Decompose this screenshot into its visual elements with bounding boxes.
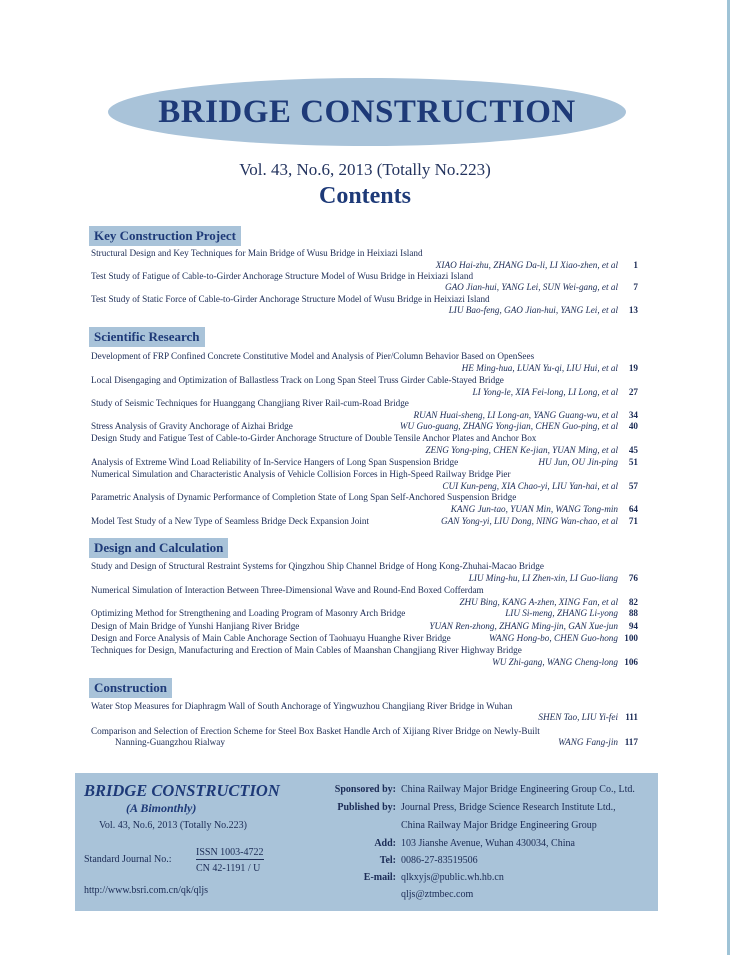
toc-entry-page: 111	[625, 712, 638, 722]
journal-url-link[interactable]: http://www.bsri.com.cn/qk/qljs	[84, 885, 209, 896]
toc-entry-authors: ZHU Bing, KANG A-zhen, XING Fan, et al	[459, 597, 618, 607]
section-heading-design-and-calculation: Design and Calculation	[89, 538, 228, 558]
section-heading-key-construction-project: Key Construction Project	[89, 226, 241, 246]
toc-entry-authors: GAN Yong-yi, LIU Dong, NING Wan-chao, et al	[441, 516, 618, 526]
toc-entry-authors: CUI Kun-peng, XIA Chao-yi, LIU Yan-hai, et al	[442, 481, 618, 491]
toc-entry-title: Test Study of Fatigue of Cable-to-Girder Anchorage Structure Model of Wusu Bridge in Heixiazi Island	[91, 271, 474, 281]
toc-entry-page: 94	[628, 621, 638, 631]
section-heading-scientific-research: Scientific Research	[89, 327, 205, 347]
toc-entry-authors: LIU Bao-feng, GAO Jian-hui, YANG Lei, et al	[448, 305, 618, 315]
toc-entry-authors: ZENG Yong-ping, CHEN Ke-jian, YUAN Ming, et al	[425, 445, 618, 455]
footer-volume: Vol. 43, No.6, 2013 (Totally No.223)	[99, 820, 247, 831]
toc-entry-authors: HU Jun, OU Jin-ping	[538, 457, 618, 467]
toc-entry-authors: WANG Fang-jin	[558, 737, 618, 747]
toc-entry-page: 7	[633, 282, 638, 292]
toc-entry-title: Study and Design of Structural Restraint Systems for Qingzhou Ship Channel Bridge of Hong Kong-Zhuhai-Macao Bridge	[91, 561, 544, 571]
footer-journal-title: BRIDGE CONSTRUCTION	[84, 781, 280, 800]
toc-entry-title: Parametric Analysis of Dynamic Performance of Completion State of Long Span Self-Anchored Suspension Bridge	[91, 492, 517, 502]
toc-entry-authors: RUAN Huai-sheng, LI Long-an, YANG Guang-wu, et al	[413, 410, 618, 420]
toc-entry-authors: LIU Ming-hu, LI Zhen-xin, LI Guo-liang	[468, 573, 618, 583]
toc-entry-title: Test Study of Static Force of Cable-to-Girder Anchorage Structure Model of Wusu Bridge in Heixiazi Island	[91, 294, 490, 304]
toc-entry-page: 100	[624, 633, 638, 643]
address-label: Add:	[374, 838, 396, 849]
tel-label: Tel:	[379, 855, 396, 866]
journal-title-banner	[108, 78, 626, 146]
email-label: E-mail:	[363, 872, 396, 883]
toc-entry-title: Techniques for Design, Manufacturing and Erection of Main Cables of Maanshan Changjiang River Highway Bridge	[91, 645, 522, 655]
toc-entry-title: Structural Design and Key Techniques for Main Bridge of Wusu Bridge in Heixiazi Island	[91, 248, 423, 258]
toc-entry-title: Water Stop Measures for Diaphragm Wall of South Anchorage of Yingwuzhou Changjiang River Bridge in Wuhan	[91, 701, 513, 711]
toc-entry-title: Numerical Simulation of Interaction Between Three-Dimensional Wave and Round-End Boxed Cofferdam	[91, 585, 484, 595]
toc-entry-title: Analysis of Extreme Wind Load Reliability of In-Service Hangers of Long Span Suspension Bridge	[91, 457, 459, 467]
toc-entry-authors: GAO Jian-hui, YANG Lei, SUN Wei-gang, et al	[444, 282, 618, 292]
toc-entry-authors: SHEN Tao, LIU Yi-fei	[538, 712, 618, 722]
publisher-line-1: Journal Press, Bridge Science Research Institute Ltd.,	[401, 802, 616, 813]
publisher-line-2: China Railway Major Bridge Engineering Group	[401, 820, 597, 831]
toc-entry-page: 19	[628, 363, 638, 373]
toc-entry-title: Numerical Simulation and Characteristic Analysis of Vehicle Collision Forces in High-Speed Railway Bridge Pier	[91, 469, 511, 479]
toc-entry-authors: HE Ming-hua, LUAN Yu-qi, LIU Hui, et al	[461, 363, 618, 373]
toc-entry-page: 64	[628, 504, 638, 514]
toc-entry-page: 34	[628, 410, 638, 420]
toc-entry-page: 40	[628, 421, 638, 431]
toc-entry-page: 45	[628, 445, 638, 455]
toc-entry-title-continued: Nanning-Guangzhou Rialway	[115, 737, 225, 747]
toc-entry-title: Study of Seismic Techniques for Huanggang Changjiang River Rail-cum-Road Bridge	[91, 398, 409, 408]
toc-entry-title: Stress Analysis of Gravity Anchorage of Aizhai Bridge	[91, 421, 293, 431]
toc-entry-title: Design of Main Bridge of Yunshi Hanjiang River Bridge	[91, 621, 300, 631]
sponsor-value: China Railway Major Bridge Engineering Group Co., Ltd.	[401, 784, 635, 795]
toc-entry-page: 27	[628, 387, 638, 397]
tel-value: 0086-27-83519506	[401, 855, 478, 866]
toc-entry-page: 88	[628, 608, 638, 618]
published-label: Published by:	[337, 802, 396, 813]
toc-entry-authors: WANG Hong-bo, CHEN Guo-hong	[489, 633, 618, 643]
cn-number: CN 42-1191 / U	[196, 863, 261, 874]
toc-entry-authors: WU Zhi-gang, WANG Cheng-long	[492, 657, 618, 667]
standard-journal-label: Standard Journal No.:	[84, 854, 172, 865]
toc-entry-authors: WU Guo-guang, ZHANG Yong-jian, CHEN Guo-ping, et al	[399, 421, 618, 431]
toc-entry-title: Design and Force Analysis of Main Cable Anchorage Section of Taohuayu Huanghe River Bridge	[91, 633, 451, 643]
section-heading-construction: Construction	[89, 678, 172, 698]
toc-entry-authors: LI Yong-le, XIA Fei-long, LI Long, et al	[472, 387, 618, 397]
toc-entry-authors: XIAO Hai-zhu, ZHANG Da-li, LI Xiao-zhen, et al	[435, 260, 618, 270]
toc-entry-title: Comparison and Selection of Erection Scheme for Steel Box Basket Handle Arch of Xijiang River Bridge on Newly-Built	[91, 726, 540, 736]
toc-entry-authors: KANG Jun-tao, YUAN Min, WANG Tong-min	[450, 504, 618, 514]
toc-entry-page: 57	[628, 481, 638, 491]
toc-entry-page: 13	[628, 305, 638, 315]
issn-number: ISSN 1003-4722	[196, 847, 264, 858]
toc-entry-title: Model Test Study of a New Type of Seamless Bridge Deck Expansion Joint	[91, 516, 370, 526]
contents-heading: Contents	[318, 183, 411, 209]
address-value: 103 Jianshe Avenue, Wuhan 430034, China	[401, 838, 575, 849]
toc-entry-page: 76	[628, 573, 638, 583]
toc-entry-title: Development of FRP Confined Concrete Constitutive Model and Analysis of Pier/Column Behavior Based on OpenSees	[91, 351, 535, 361]
toc-entry-authors: YUAN Ren-zhong, ZHANG Ming-jin, GAN Xue-jun	[429, 621, 618, 631]
footer-frequency: (A Bimonthly)	[126, 801, 197, 815]
toc-entry-page: 117	[624, 737, 638, 747]
toc-entry-page: 71	[628, 516, 638, 526]
toc-entry-page: 1	[633, 260, 638, 270]
toc-entry-title: Local Disengaging and Optimization of Ballastless Track on Long Span Steel Truss Girder Cable-Stayed Bridge	[91, 375, 504, 385]
sponsored-label: Sponsored by:	[334, 784, 396, 795]
toc-entry-page: 82	[628, 597, 638, 607]
toc-entry-title: Design Study and Fatigue Test of Cable-to-Girder Anchorage Structure of Double Tensile Anchor Plates and Anchor Box	[91, 433, 537, 443]
volume-line: Vol. 43, No.6, 2013 (Totally No.223)	[239, 160, 491, 179]
email-link-1[interactable]: qlkxyjs@public.wh.hb.cn	[401, 872, 504, 883]
toc-entry-authors: LIU Si-meng, ZHANG Li-yong	[505, 608, 618, 618]
journal-title: BRIDGE CONSTRUCTION	[158, 93, 576, 130]
toc-entry-page: 106	[624, 657, 638, 667]
toc-entry-title: Optimizing Method for Strengthening and Loading Program of Masonry Arch Bridge	[91, 608, 406, 618]
email-link-2[interactable]: qljs@ztmbec.com	[401, 889, 474, 900]
toc-entry-page: 51	[628, 457, 638, 467]
